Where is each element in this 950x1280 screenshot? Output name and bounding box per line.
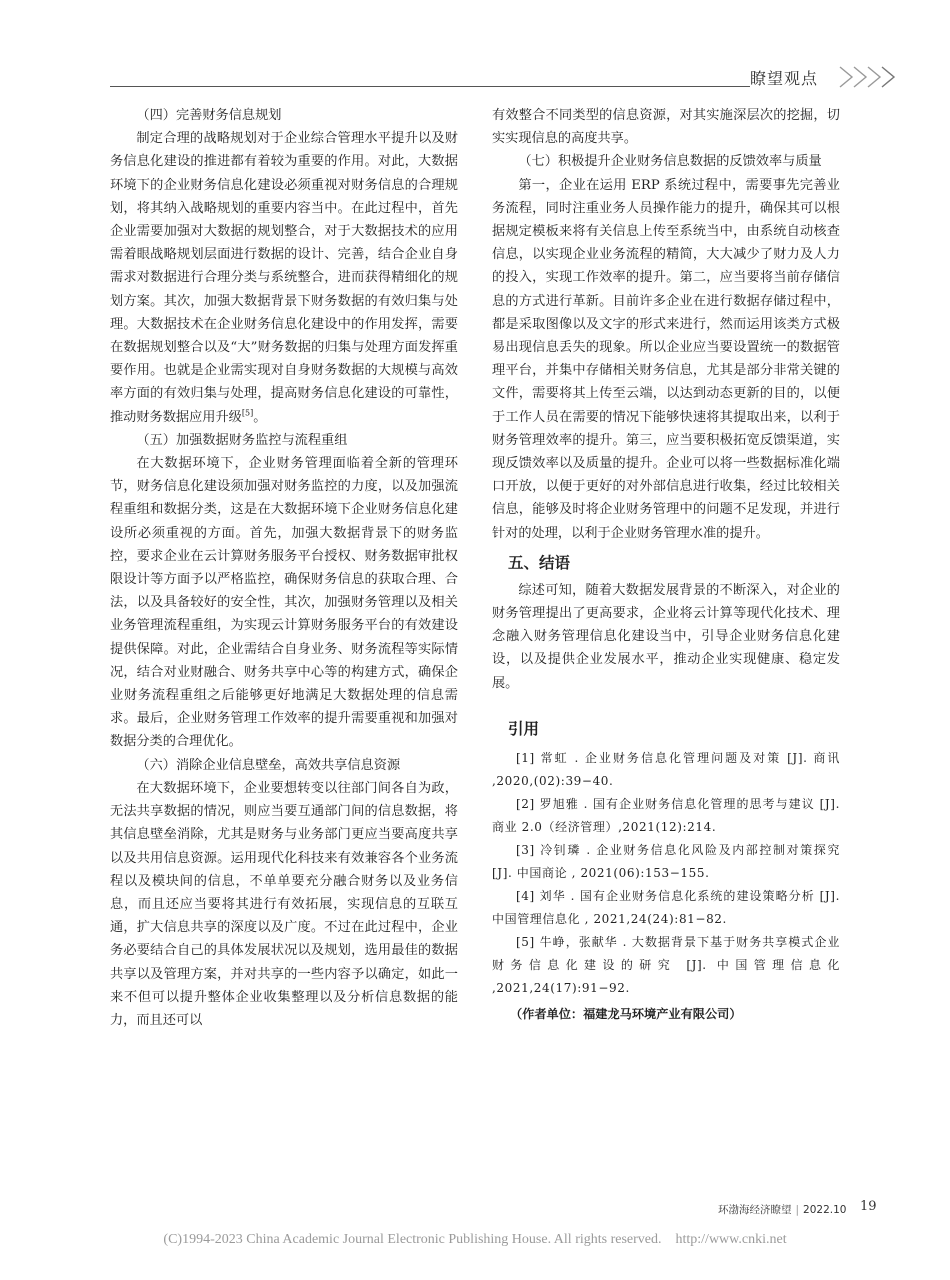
footer-separator: |: [795, 1204, 800, 1216]
header-title: 瞭望观点: [750, 69, 819, 88]
page-number: 19: [860, 1199, 877, 1214]
section-heading-5: （五）加强数据财务监控与流程重组: [136, 432, 348, 448]
page-header: [110, 64, 880, 90]
left-column: [110, 104, 458, 1032]
double-chevron-right-icon: [836, 64, 896, 90]
references-heading: 引用: [508, 719, 540, 738]
author-affiliation: （作者单位：福建龙马环境产业有限公司）: [510, 1006, 742, 1021]
section-5-paragraph: 在大数据环境下，企业财务管理面临着全新的管理环节，财务信息化建设须加强对财务监控的力度，以及加强流程重组和数据分类，这是在大数据环境下企业财务信息化建设所必须重视的方面。首先，加强大数据背景下的财务监控，要求企业在云计算财务服务平台授权、财务数据审批权限设计等方面予以严格监控，确保财务信息的获取合理、合法，以及具备较好的安全性，其次，加强财务管理以及相关业务管理流程重组，为实现云计算财务服务平台的有效建设提供保障。对此，企业需结合自身业务、财务流程等实际情况，结合对业财融合、财务共享中心等的构建方式，确保企业财务流程重组之后能够更好地满足大数据处理的信息需求。最后，企业财务管理工作效率的提升需要重视和加强对数据分类的合理优化。: [110, 456, 458, 750]
right-column: [492, 104, 840, 1026]
reference-item-5: [5] 牛峥，张献华 . 大数据背景下基于财务共享模式企业财务信息化建设的研究 [J]. 中国管理信息化 ,2021,24(17):91−92.: [492, 934, 840, 995]
copyright-watermark: [0, 1232, 950, 1248]
section-heading-7: （七）积极提升企业财务信息数据的反馈效率与质量: [518, 154, 822, 170]
watermark-url: http://www.cnki.net: [675, 1232, 787, 1247]
section-6-continued: 有效整合不同类型的信息资源，对其实施深层次的挖掘，切实实现信息的高度共享。: [492, 108, 840, 147]
watermark-copyright: (C)1994-2023 China Academic Journal Electronic Publishing House. All rights reserved.: [163, 1232, 662, 1247]
section-heading-4: （四）完善财务信息规划: [136, 108, 282, 123]
reference-item-4: [4] 刘华 . 国有企业财务信息化系统的建设策略分析 [J]. 中国管理信息化 , 2021,24(24):81−82.: [492, 888, 840, 926]
section-4-text: 制定合理的战略规划对于企业综合管理水平提升以及财务信息化建设的推进都有着较为重要的作用。对此，大数据环境下的企业财务信息化建设必须重视对财务信息的合理规划，将其纳入战略规划的重要内容当中。在此过程中，首先企业需要加强对大数据的规划整合，对于大数据技术的应用需着眼战略规划层面进行数据的设计、完善，结合企业自身需求对数据进行合理分类与系统整合，进而获得精细化的规划方案。其次，加强大数据背景下财务数据的有效归集与处理。大数据技术在企业财务信息化建设中的作用发挥，需要在数据规划整合以及“大”财务数据的归集与处理方面发挥重要作用。也就是企业需实现对自身财务数据的大规模与高效率方面的有效归集与处理，提高财务信息化建设的可靠性，推动财务数据应用升级: [110, 131, 458, 425]
section-4-end: 。: [253, 409, 267, 425]
reference-item-3: [3] 冷钊璘 . 企业财务信息化风险及内部控制对策探究 [J]. 中国商论 , 2021(06):153−155.: [492, 842, 840, 880]
header-rule: [110, 86, 750, 87]
issue-number: 2022.10: [803, 1204, 847, 1216]
citation-5: [5]: [241, 408, 254, 418]
page-footer: [718, 1202, 846, 1217]
conclusion-paragraph: 综述可知，随着大数据发展背景的不断深入，对企业的财务管理提出了更高要求，企业将云计算等现代化技术、理念融入财务管理信息化建设当中，引导企业财务信息化建设，以及提供企业发展水平，推动企业实现健康、稳定发展。: [492, 582, 840, 691]
reference-item-2: [2] 罗旭雅 . 国有企业财务信息化管理的思考与建议 [J]. 商业 2.0（经济管理）,2021(12):214.: [492, 796, 840, 834]
section-6-paragraph: 在大数据环境下，企业要想转变以往部门间各自为政，无法共享数据的情况，则应当要互通部门间的信息数据，将其信息壁垒消除，尤其是财务与业务部门更应当要高度共享以及共用信息资源。运用现代化科技来有效兼容各个业务流程以及模块间的信息，不单单要充分融合财务以及业务信息，而且还应当要将其进行有效拓展，实现信息的互联互通，扩大信息共享的深度以及广度。不过在此过程中，企业务必要结合自己的具体发展状况以及规划，选用最佳的数据共享以及管理方案，并对共享的一些内容予以确定，如此一来不但可以提升整体企业收集整理以及分析信息数据的能力，而且还可以: [110, 780, 458, 1028]
section-4-paragraph: [110, 127, 458, 429]
journal-name: 环渤海经济瞭望: [718, 1204, 792, 1216]
section-heading-6: （六）消除企业信息壁垒，高效共享信息资源: [136, 757, 401, 773]
reference-item-1: [1] 常虹 . 企业财务信息化管理问题及对策 [J]. 商讯 ,2020,(02):39−40.: [492, 750, 840, 788]
section-7-paragraph: 第一，企业在运用 ERP 系统过程中，需要事先完善业务流程，同时注重业务人员操作能力的提升，确保其可以根据规定模板来将有关信息上传至系统当中，由系统自动核查信息，以实现企业业务流程的精简，大大减少了财力及人力的投入，实现工作效率的提升。第二，应当要将当前存储信息的方式进行革新。目前许多企业在进行数据存储过程中，都是采取图像以及文字的形式来进行，然而运用该类方式极易出现信息丢失的现象。所以企业应当要设置统一的数据管理平台，并集中存储相关财务信息，尤其是部分非常关键的文件，需要将其上传至云端，以达到动态更新的目的，以便于工作人员在需要的情况下能够快速将其提取出来，以利于财务管理效率的提升。第三，应当要积极拓宽反馈渠道，实现反馈效率以及质量的提升。企业可以将一些数据标准化端口开放，以便于更好的对外部信息进行收集，经过比较相关信息，能够及时将企业财务管理中的问题不足发现，并进行针对的处理，以利于企业财务管理水准的提升。: [492, 177, 840, 541]
conclusion-heading: 五、结语: [508, 553, 571, 572]
